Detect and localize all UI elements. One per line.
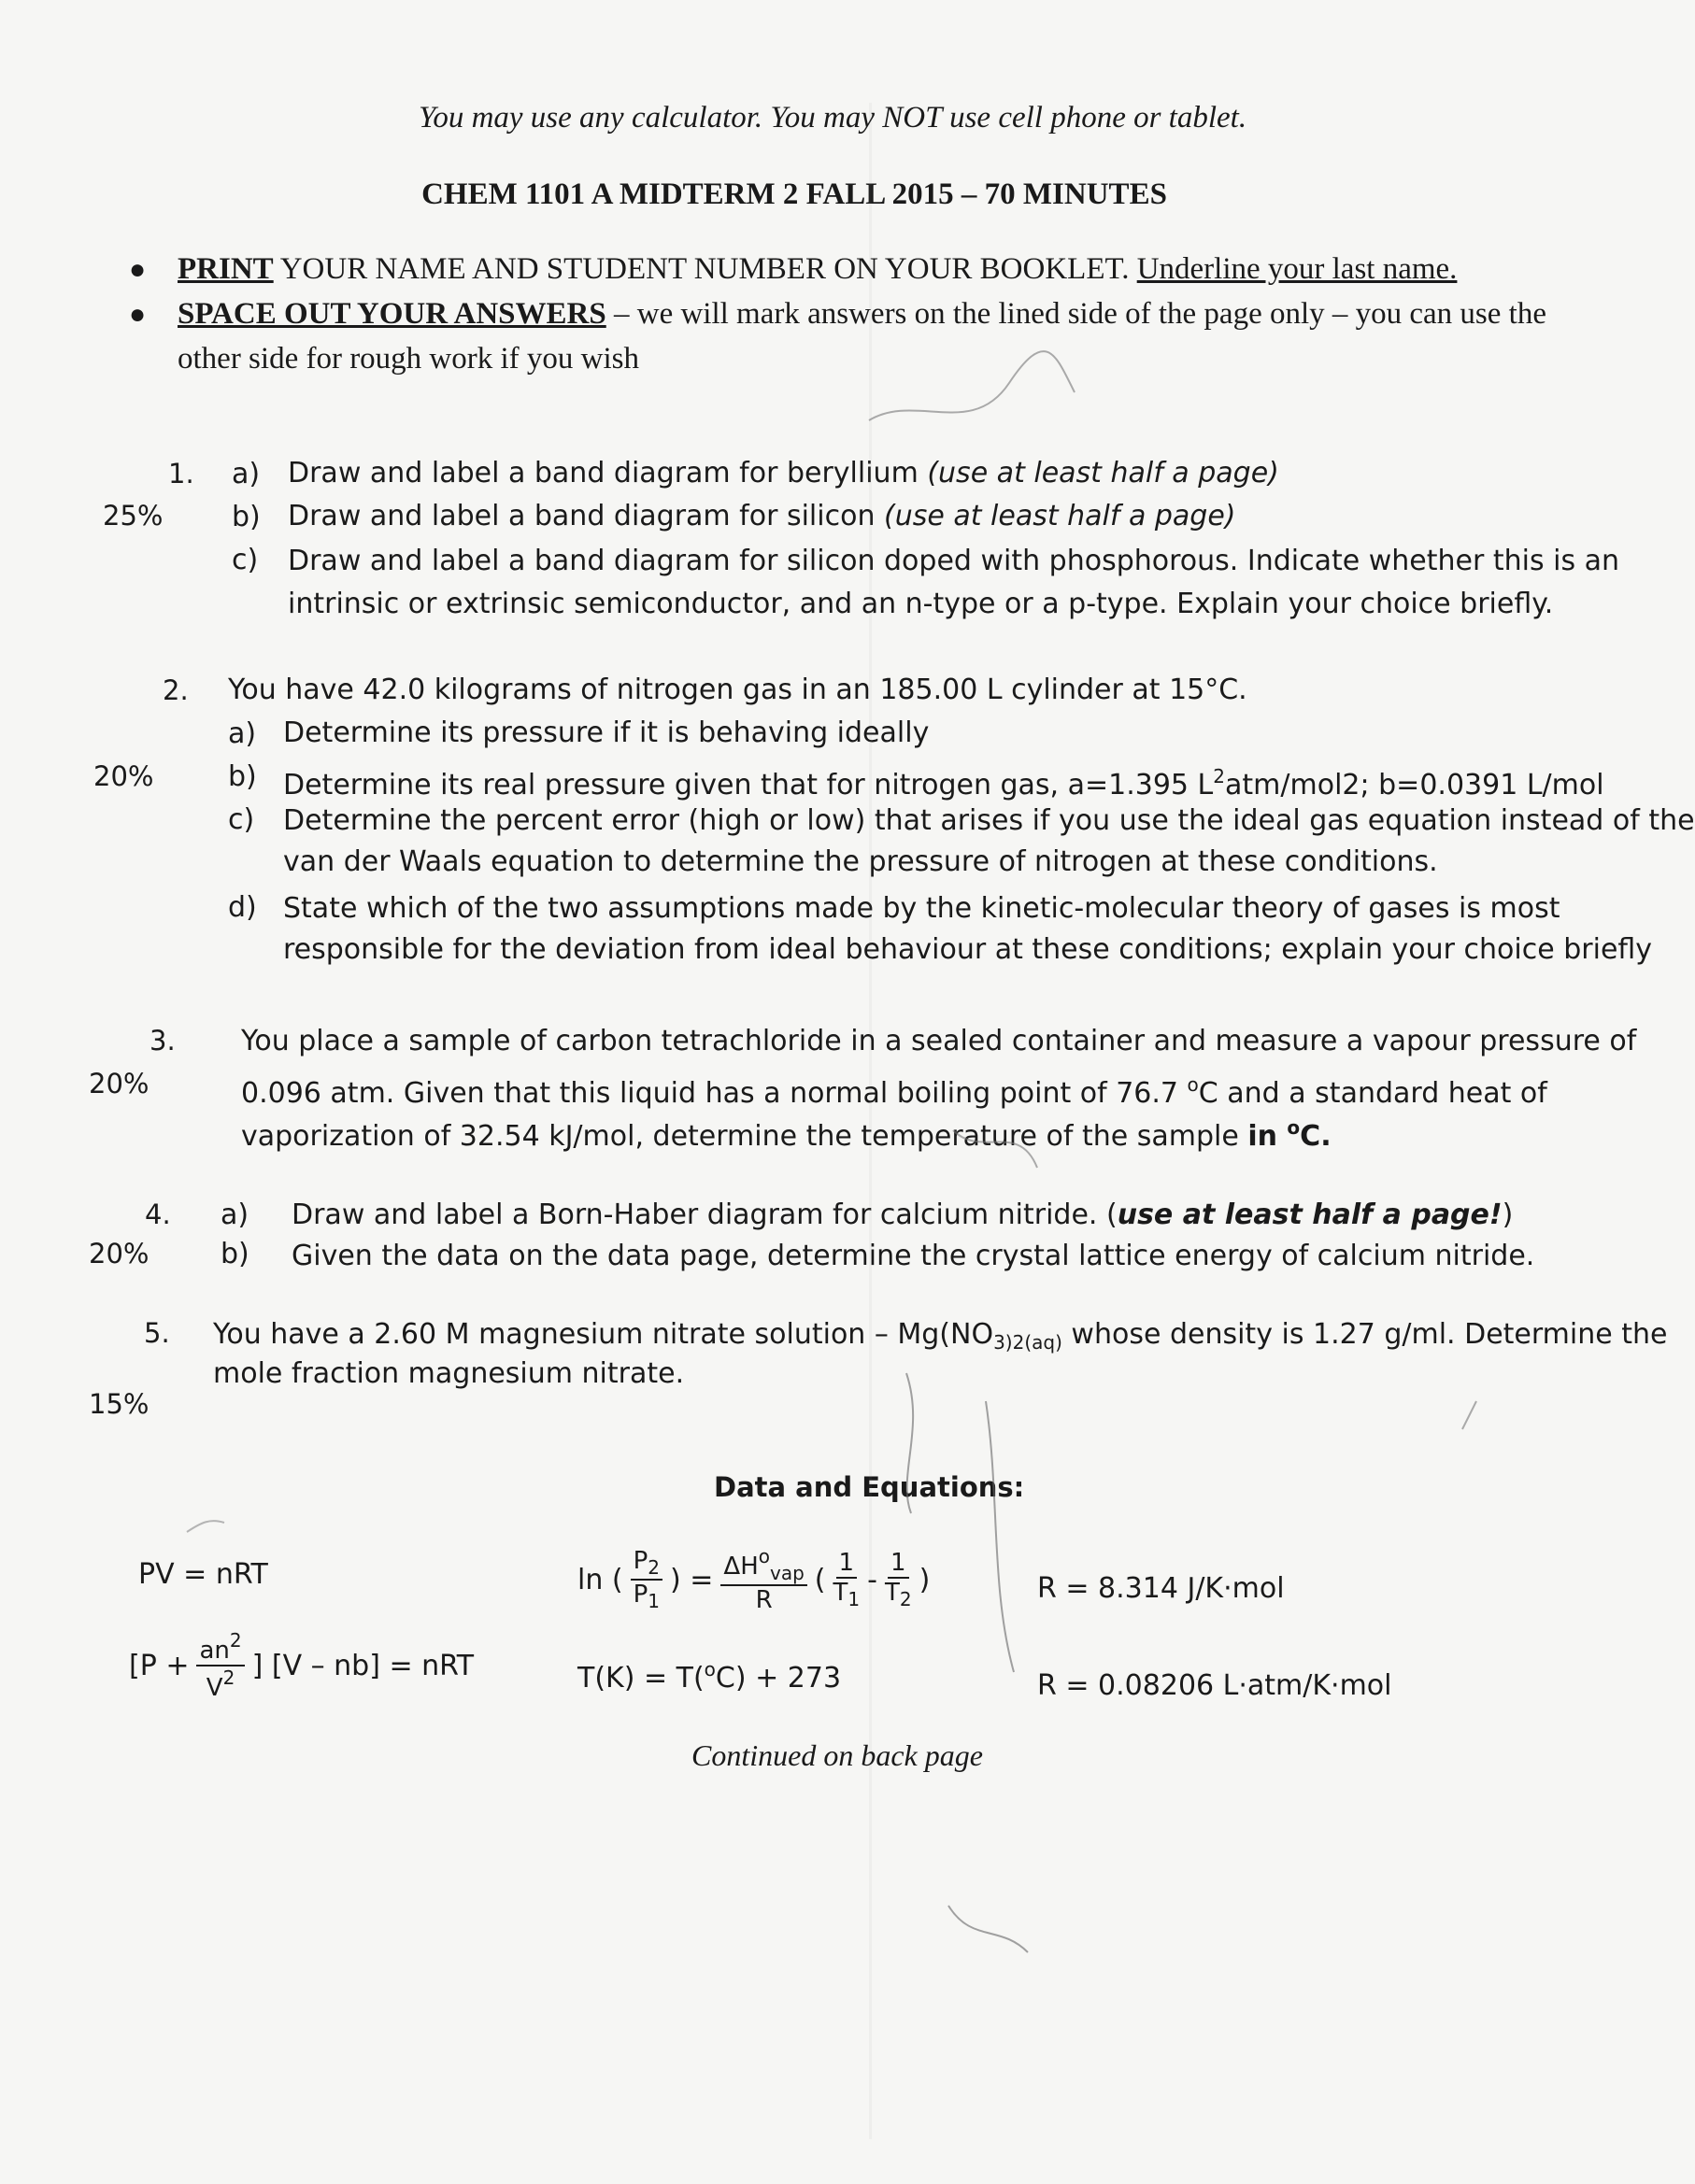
- question-1c-line2: intrinsic or extrinsic semiconductor, and an n-type or a p-type. Explain your choice briefly.: [288, 588, 1554, 620]
- eq-symbol: T: [884, 1579, 900, 1607]
- question-text: You have a 2.60 M magnesium nitrate solution – Mg(NO: [213, 1318, 994, 1351]
- question-number: 4.: [145, 1198, 171, 1230]
- instruction-text: – we will mark answers on the lined side of the page only – you can use the: [605, 297, 1546, 331]
- bullet-icon: ●: [129, 254, 147, 285]
- pressure-ratio: [631, 1549, 662, 1610]
- part-label: d): [228, 891, 257, 924]
- part-label: b): [228, 760, 257, 793]
- part-label: a): [232, 458, 261, 490]
- question-2d-line1: State which of the two assumptions made by the kinetic-molecular theory of gases is most: [283, 892, 1560, 925]
- eq-symbol: ΔH: [723, 1553, 759, 1581]
- question-3-line1: You place a sample of carbon tetrachloride in a sealed container and measure a vapour pressure of: [241, 1025, 1637, 1057]
- instruction-bullet-2-line2: other side for rough work if you wish: [178, 342, 640, 376]
- question-text: Draw and label a Born-Haber diagram for calcium nitride. (: [292, 1198, 1118, 1231]
- question-number: 5.: [144, 1317, 170, 1349]
- frac-top: [196, 1631, 244, 1666]
- ideal-gas-equation: PV = nRT: [138, 1558, 268, 1591]
- question-weight: 25%: [103, 500, 164, 532]
- part-label: a): [228, 717, 257, 750]
- frac-top: [720, 1547, 806, 1586]
- eq-part: ] [V – nb] = nRT: [251, 1649, 475, 1682]
- superscript: 2: [222, 1666, 235, 1689]
- subscript: 1: [848, 1588, 861, 1610]
- calculator-notice: You may use any calculator. You may NOT use cell phone or tablet.: [419, 101, 1247, 135]
- frac-bottom: [885, 1579, 912, 1609]
- subscript: 2: [648, 1556, 661, 1579]
- part-label: c): [228, 803, 255, 836]
- eq-part: ln (: [577, 1563, 623, 1596]
- question-text: ): [1502, 1198, 1514, 1231]
- question-emphasis: in: [1247, 1120, 1288, 1153]
- inverse-t2: [885, 1551, 912, 1609]
- eq-part: ) =: [670, 1563, 714, 1596]
- question-text: vaporization of 32.54 kJ/mol, determine the temperature of the sample: [241, 1120, 1248, 1153]
- eq-part: ): [919, 1563, 931, 1596]
- superscript: o: [758, 1545, 770, 1567]
- gas-constant-1: R = 8.314 J/K·mol: [1037, 1572, 1285, 1605]
- subscript: 2: [899, 1588, 912, 1610]
- part-label: b): [221, 1238, 249, 1270]
- question-2c-line1: Determine the percent error (high or low) that arises if you use the ideal gas equation instead of the: [283, 804, 1695, 837]
- question-2a: Determine its pressure if it is behaving ideally: [283, 716, 930, 749]
- superscript: o: [704, 1658, 716, 1681]
- question-1b: [288, 495, 1236, 538]
- eq-part: T(K) = T(: [577, 1662, 705, 1695]
- question-text: C and a standard heat of: [1198, 1077, 1547, 1110]
- instruction-bullet-2: [129, 297, 1546, 332]
- gas-constant-2: R = 0.08206 L·atm/K·mol: [1037, 1669, 1392, 1702]
- question-weight: 20%: [93, 760, 154, 792]
- frac-bottom: [833, 1579, 861, 1609]
- question-text: whose density is 1.27 g/ml. Determine the: [1061, 1318, 1668, 1351]
- question-note: (use at least half a page): [884, 500, 1236, 532]
- question-text: Determine its real pressure given that for nitrogen gas, a=1.395 L: [283, 769, 1214, 801]
- instruction-text: YOUR NAME AND STUDENT NUMBER ON YOUR BOOKLET.: [273, 252, 1137, 286]
- question-number: 1.: [168, 458, 194, 489]
- instruction-lead: SPACE OUT YOUR ANSWERS: [178, 297, 606, 331]
- question-2-stem: You have 42.0 kilograms of nitrogen gas in an 185.00 L cylinder at 15°C.: [228, 674, 1247, 706]
- question-1a: [288, 452, 1279, 495]
- data-heading: Data and Equations:: [714, 1471, 1025, 1503]
- question-emphasis: C.: [1300, 1120, 1332, 1153]
- question-2d-line2: responsible for the deviation from ideal behaviour at these conditions; explain your choice briefly: [283, 933, 1653, 966]
- eq-part: -: [867, 1563, 877, 1596]
- question-weight: 20%: [89, 1068, 150, 1099]
- question-weight: 15%: [89, 1388, 150, 1420]
- part-label: a): [221, 1198, 249, 1231]
- superscript: o: [1187, 1073, 1199, 1096]
- an2-over-v2: [196, 1631, 244, 1700]
- subscript: 1: [648, 1590, 661, 1612]
- inverse-t1: [833, 1551, 861, 1609]
- question-text: Draw and label a band diagram for silicon: [288, 500, 884, 532]
- instruction-bullet-1: [129, 252, 1458, 287]
- question-4b: Given the data on the data page, determine the crystal lattice energy of calcium nitride.: [292, 1240, 1535, 1272]
- superscript: o: [1287, 1116, 1301, 1139]
- question-number: 2.: [163, 674, 189, 706]
- eq-symbol: V: [206, 1674, 223, 1702]
- superscript: 2: [229, 1629, 242, 1652]
- question-weight: 20%: [89, 1238, 150, 1269]
- question-note: (use at least half a page): [927, 457, 1279, 489]
- clausius-clapeyron-equation: [577, 1547, 930, 1612]
- question-text: Draw and label a band diagram for beryllium: [288, 457, 928, 489]
- question-text: atm/mol2; b=0.0391 L/mol: [1225, 769, 1604, 801]
- eq-part: (: [814, 1563, 826, 1596]
- continued-note: Continued on back page: [691, 1738, 983, 1772]
- eq-symbol: P: [633, 1547, 648, 1575]
- eq-symbol: T: [833, 1579, 848, 1607]
- exam-title: CHEM 1101 A MIDTERM 2 FALL 2015 – 70 MINUTES: [421, 177, 1167, 211]
- van-der-waals-equation: [129, 1631, 474, 1700]
- part-label: c): [232, 544, 259, 576]
- enthalpy-fraction: [720, 1547, 806, 1612]
- subscript: 3)2(aq): [993, 1331, 1062, 1354]
- question-note: use at least half a page!: [1117, 1198, 1503, 1231]
- question-2c-line2: van der Waals equation to determine the pressure of nitrogen at these conditions.: [283, 845, 1438, 878]
- eq-part: C) + 273: [715, 1662, 842, 1695]
- temperature-conversion: [577, 1658, 841, 1695]
- question-1c-line1: Draw and label a band diagram for silicon doped with phosphorous. Indicate whether this is an: [288, 545, 1620, 577]
- part-label: b): [232, 501, 261, 533]
- instruction-lead: PRINT: [178, 252, 274, 286]
- question-5-line2: mole fraction magnesium nitrate.: [213, 1357, 685, 1390]
- eq-part: [P +: [129, 1649, 190, 1682]
- frac-bottom: R: [755, 1586, 773, 1614]
- question-4a: [292, 1194, 1513, 1237]
- question-number: 3.: [150, 1025, 176, 1057]
- superscript: 2: [1213, 765, 1226, 787]
- eq-symbol: P: [633, 1581, 648, 1609]
- instruction-underline-note: Underline your last name.: [1136, 252, 1458, 286]
- frac-top: [631, 1549, 662, 1581]
- frac-bottom: [634, 1581, 660, 1610]
- question-text: 0.096 atm. Given that this liquid has a normal boiling point of 76.7: [241, 1077, 1188, 1110]
- question-3-line3: [241, 1106, 1332, 1158]
- bullet-icon: ●: [129, 299, 147, 330]
- eq-symbol: an: [199, 1637, 230, 1665]
- frac-bottom: [207, 1666, 235, 1700]
- subscript: vap: [770, 1562, 805, 1584]
- frac-top: 1: [836, 1551, 858, 1579]
- frac-top: 1: [888, 1551, 909, 1579]
